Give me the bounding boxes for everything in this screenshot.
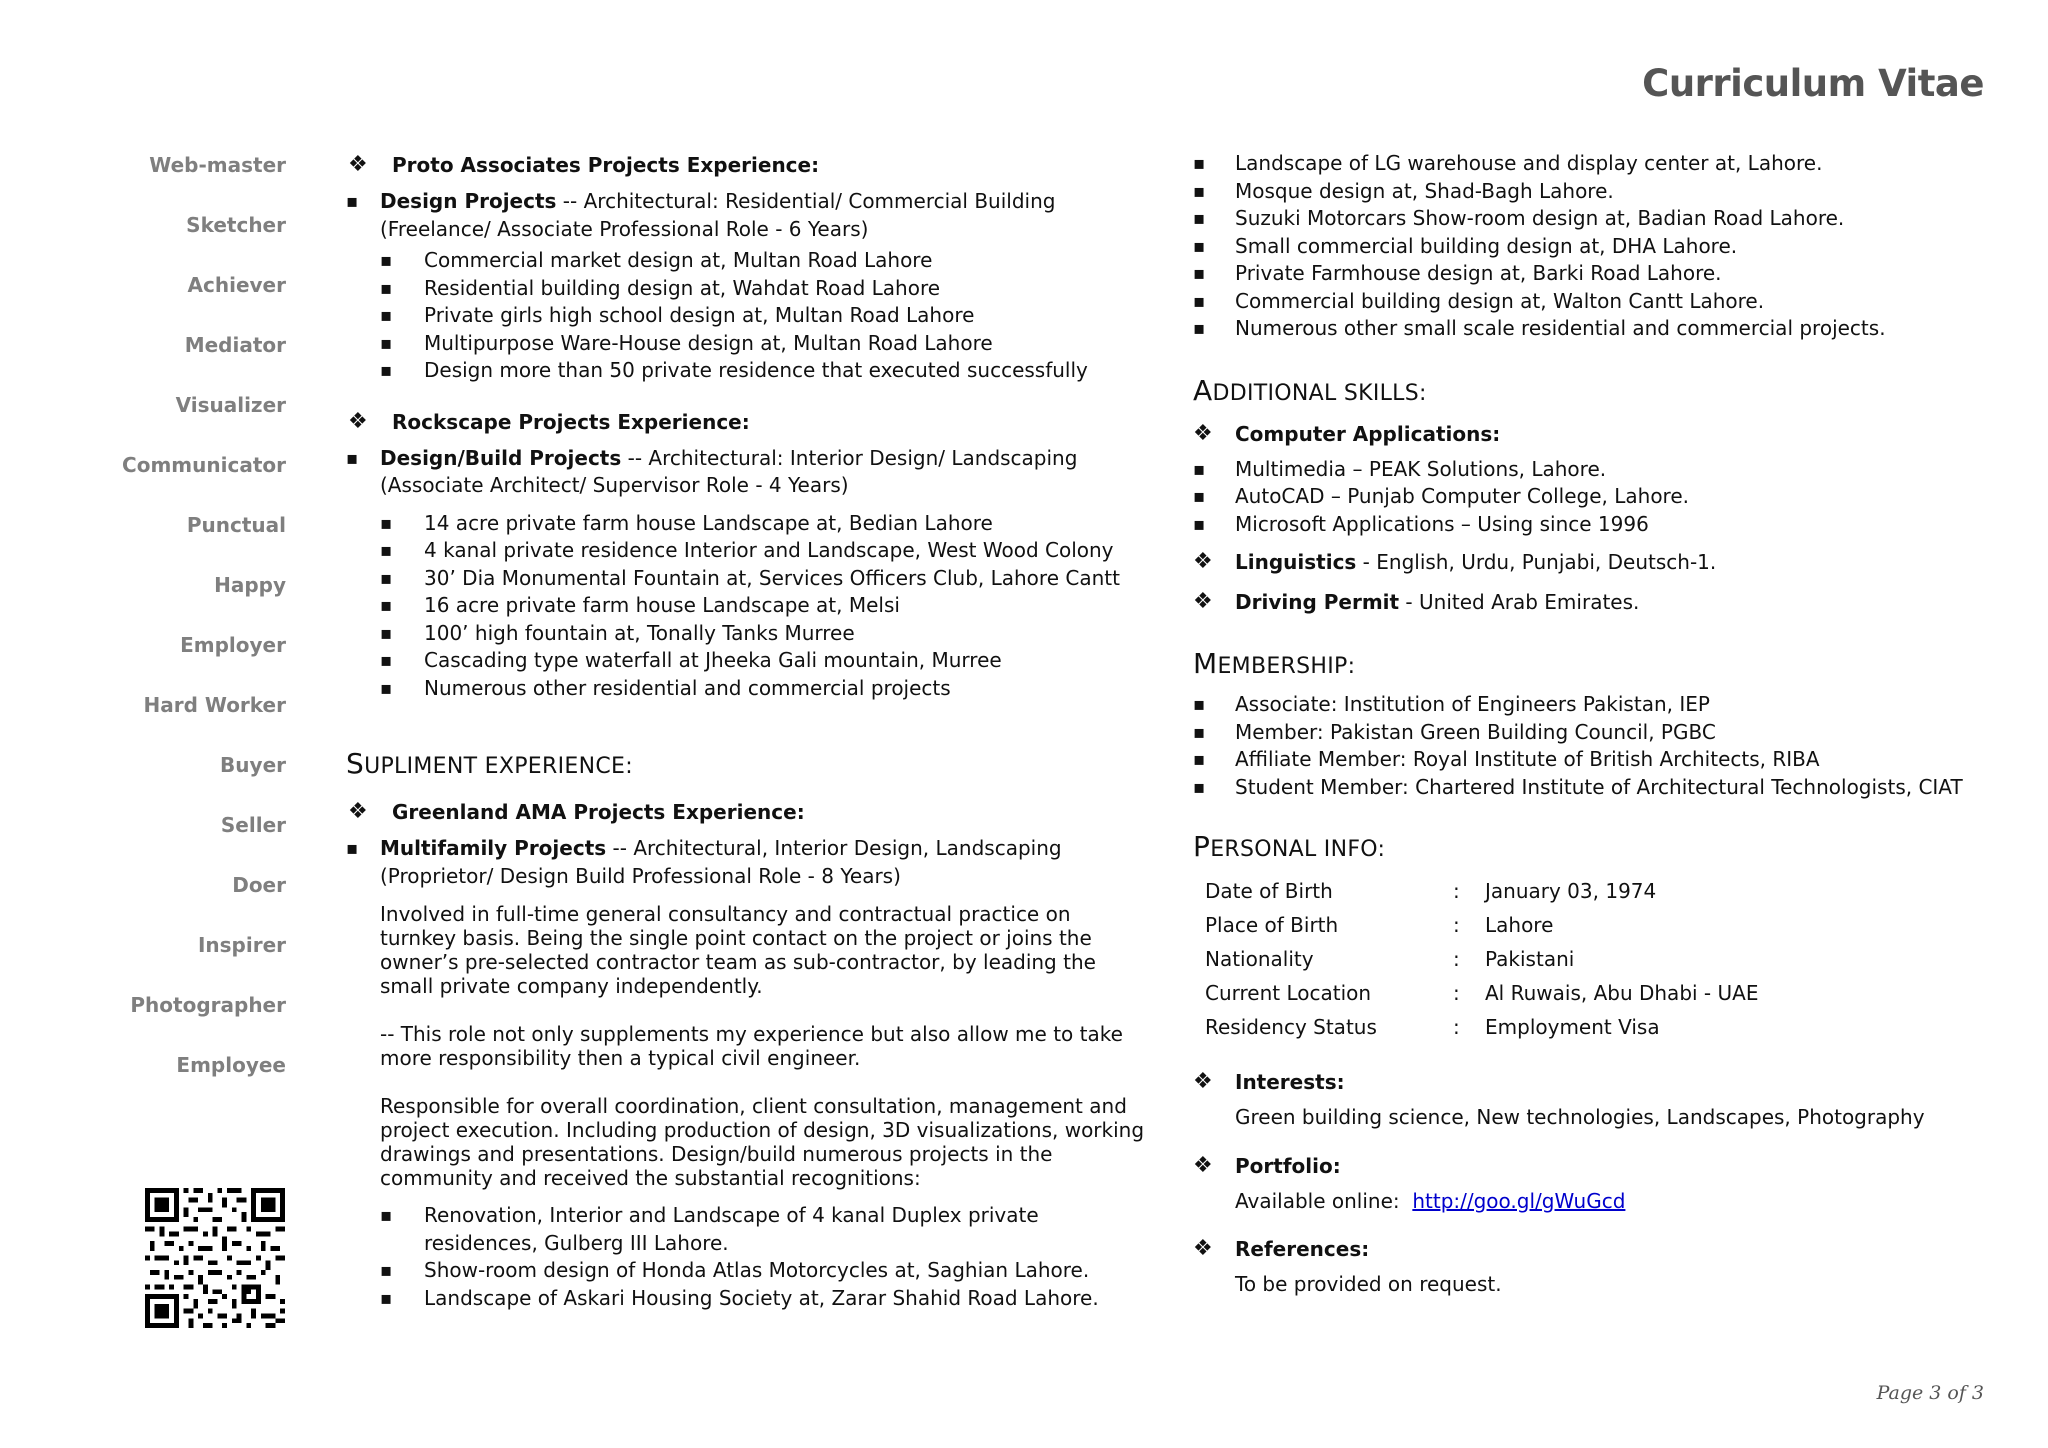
four-diamond-bullet-icon: ❖ (348, 799, 368, 824)
list-item: ▪ Numerous other residential and commercial projects (346, 675, 1146, 703)
paragraph: Responsible for overall coordination, client consultation, management and project execution. Including production of design, 3D visualizations, working drawings and presentations. Design/build numerous projects in the community and received the substantial recognitions: (380, 1094, 1145, 1190)
table-row: Date of Birth : January 03, 1974 (1205, 879, 1657, 903)
project-entry: ▪ Design/Build Projects -- Architectural: Interior Design/ Landscaping (Associate Architect/ Supervisor Role - 4 Years) (346, 445, 1146, 500)
list-item: ▪ Landscape of Askari Housing Society at, Zarar Shahid Road Lahore. (346, 1285, 1146, 1313)
list-item: ▪ 4 kanal private residence Interior and Landscape, West Wood Colony (346, 537, 1146, 565)
skills-column (1193, 150, 1993, 1299)
trait-label: Buyer (220, 753, 286, 777)
trait-label: Happy (214, 573, 286, 597)
list-item: ▪ 16 acre private farm house Landscape at, Melsi (346, 592, 1146, 620)
references-text: To be provided on request. (1235, 1272, 1502, 1296)
list-item: ▪ Renovation, Interior and Landscape of 4 kanal Duplex private residences, Gulberg III Lahore. (346, 1202, 1146, 1257)
page-number: Page 3 of 3 (1876, 1382, 1984, 1404)
four-diamond-bullet-icon: ❖ (1193, 549, 1213, 574)
trait-label: Seller (220, 813, 286, 837)
list-item: ▪ Residential building design at, Wahdat Road Lahore (346, 275, 1146, 303)
driving-permit-entry: ❖ Driving Permit - United Arab Emirates. (1193, 586, 1993, 618)
trait-label: Visualizer (175, 393, 286, 417)
page-title: Curriculum Vitae (1642, 62, 1984, 105)
personal-info-table (1193, 874, 1993, 1044)
section-subheading: ❖ Greenland AMA Projects Experience: (346, 797, 1146, 827)
trait-label: Employee (176, 1053, 286, 1077)
list-item: ▪ Affiliate Member: Royal Institute of British Architects, RIBA (1193, 746, 1993, 774)
section-subheading: ❖ References: (1193, 1233, 1993, 1265)
portfolio-text: Available online: http://goo.gl/gWuGcd (1235, 1188, 1626, 1213)
list-item: ▪ Multipurpose Ware-House design at, Multan Road Lahore (346, 330, 1146, 358)
trait-label: Achiever (187, 273, 286, 297)
section-heading: MEMBERSHIP: (1193, 647, 1356, 680)
four-diamond-bullet-icon: ❖ (1193, 1152, 1213, 1178)
linguistics-entry: ❖ Linguistics - English, Urdu, Punjabi, Deutsch-1. (1193, 546, 1993, 578)
four-diamond-bullet-icon: ❖ (348, 408, 368, 434)
list-item: ▪ Landscape of LG warehouse and display center at, Lahore. (1193, 150, 1993, 178)
list-item: ▪ Commercial building design at, Walton Cantt Lahore. (1193, 288, 1993, 316)
portfolio-link[interactable]: http://goo.gl/gWuGcd (1412, 1188, 1626, 1213)
trait-label: Mediator (184, 333, 286, 357)
paragraph: -- This role not only supplements my experience but also allow me to take more responsibility then a typical civil engineer. (380, 1022, 1123, 1070)
section-subheading: ❖ Computer Applications: (1193, 418, 1993, 450)
list-item: ▪ Small commercial building design at, DHA Lahore. (1193, 233, 1993, 261)
list-item: ▪ 100’ high fountain at, Tonally Tanks Murree (346, 620, 1146, 648)
trait-label: Communicator (122, 453, 286, 477)
trait-label: Hard Worker (143, 693, 286, 717)
table-row: Nationality : Pakistani (1205, 947, 1575, 971)
list-item: ▪ Numerous other small scale residential and commercial projects. (1193, 315, 1993, 343)
list-item: ▪ 30’ Dia Monumental Fountain at, Services Officers Club, Lahore Cantt (346, 565, 1146, 593)
list-item: ▪ AutoCAD – Punjab Computer College, Lahore. (1193, 483, 1993, 511)
experience-column (346, 150, 1146, 1312)
list-item: ▪ Multimedia – PEAK Solutions, Lahore. (1193, 456, 1993, 484)
section-heading: ADDITIONAL SKILLS: (1193, 373, 1427, 407)
list-item: ▪ Design more than 50 private residence that executed successfully (346, 357, 1146, 385)
section-subheading: ❖ Proto Associates Projects Experience: (346, 150, 1146, 180)
interests-text: Green building science, New technologies, Landscapes, Photography (1235, 1105, 1925, 1129)
list-item: ▪ Associate: Institution of Engineers Pakistan, IEP (1193, 691, 1993, 719)
section-subheading: ❖ Portfolio: (1193, 1150, 1993, 1182)
trait-label: Sketcher (186, 213, 286, 237)
paragraph: Involved in full-time general consultancy and contractual practice on turnkey basis. Being the single point contact on the project or joins the owner’s pre-selected contractor team as sub-contractor, by leading the small private company independently. (380, 902, 1096, 998)
table-row: Current Location : Al Ruwais, Abu Dhabi - UAE (1205, 981, 1759, 1005)
list-item: ▪ Private girls high school design at, Multan Road Lahore (346, 302, 1146, 330)
four-diamond-bullet-icon: ❖ (348, 152, 368, 177)
trait-label: Punctual (186, 513, 286, 537)
trait-label: Doer (232, 873, 286, 897)
list-item: ▪ Cascading type waterfall at Jheeka Gali mountain, Murree (346, 647, 1146, 675)
trait-label: Photographer (130, 993, 286, 1017)
four-diamond-bullet-icon: ❖ (1193, 1069, 1213, 1094)
list-item: ▪ Suzuki Motorcars Show-room design at, Badian Road Lahore. (1193, 205, 1993, 233)
section-subheading: ❖ Rockscape Projects Experience: (346, 407, 1146, 437)
list-item: ▪ Private Farmhouse design at, Barki Road Lahore. (1193, 260, 1993, 288)
list-item: ▪ 14 acre private farm house Landscape at, Bedian Lahore (346, 510, 1146, 538)
list-item: ▪ Student Member: Chartered Institute of Architectural Technologists, CIAT (1193, 774, 1993, 802)
section-heading: SUPLIMENT EXPERIENCE: (346, 747, 633, 780)
table-row: Place of Birth : Lahore (1205, 913, 1554, 937)
qr-code-icon[interactable] (145, 1188, 285, 1328)
trait-label: Employer (180, 633, 286, 657)
trait-label: Inspirer (197, 933, 286, 957)
list-item: ▪ Mosque design at, Shad-Bagh Lahore. (1193, 178, 1993, 206)
list-item: ▪ Show-room design of Honda Atlas Motorcycles at, Saghian Lahore. (346, 1257, 1146, 1285)
traits-sidebar (60, 150, 286, 1110)
list-item: ▪ Microsoft Applications – Using since 1996 (1193, 511, 1993, 539)
list-item: ▪ Commercial market design at, Multan Road Lahore (346, 247, 1146, 275)
four-diamond-bullet-icon: ❖ (1193, 1236, 1213, 1261)
list-item: ▪ Member: Pakistan Green Building Council, PGBC (1193, 719, 1993, 747)
four-diamond-bullet-icon: ❖ (1193, 420, 1213, 446)
table-row: Residency Status : Employment Visa (1205, 1015, 1660, 1039)
four-diamond-bullet-icon: ❖ (1193, 589, 1213, 614)
project-entry: ▪ Multifamily Projects -- Architectural, Interior Design, Landscaping (Proprietor/ Design Build Professional Role - 8 Years) (346, 835, 1146, 890)
project-entry: ▪ Design Projects -- Architectural: Residential/ Commercial Building (Freelance/ Associate Professional Role - 6 Years) (346, 188, 1146, 243)
section-subheading: ❖ Interests: (1193, 1066, 1993, 1098)
trait-label: Web-master (149, 153, 286, 177)
section-heading: PERSONAL INFO: (1193, 830, 1386, 863)
